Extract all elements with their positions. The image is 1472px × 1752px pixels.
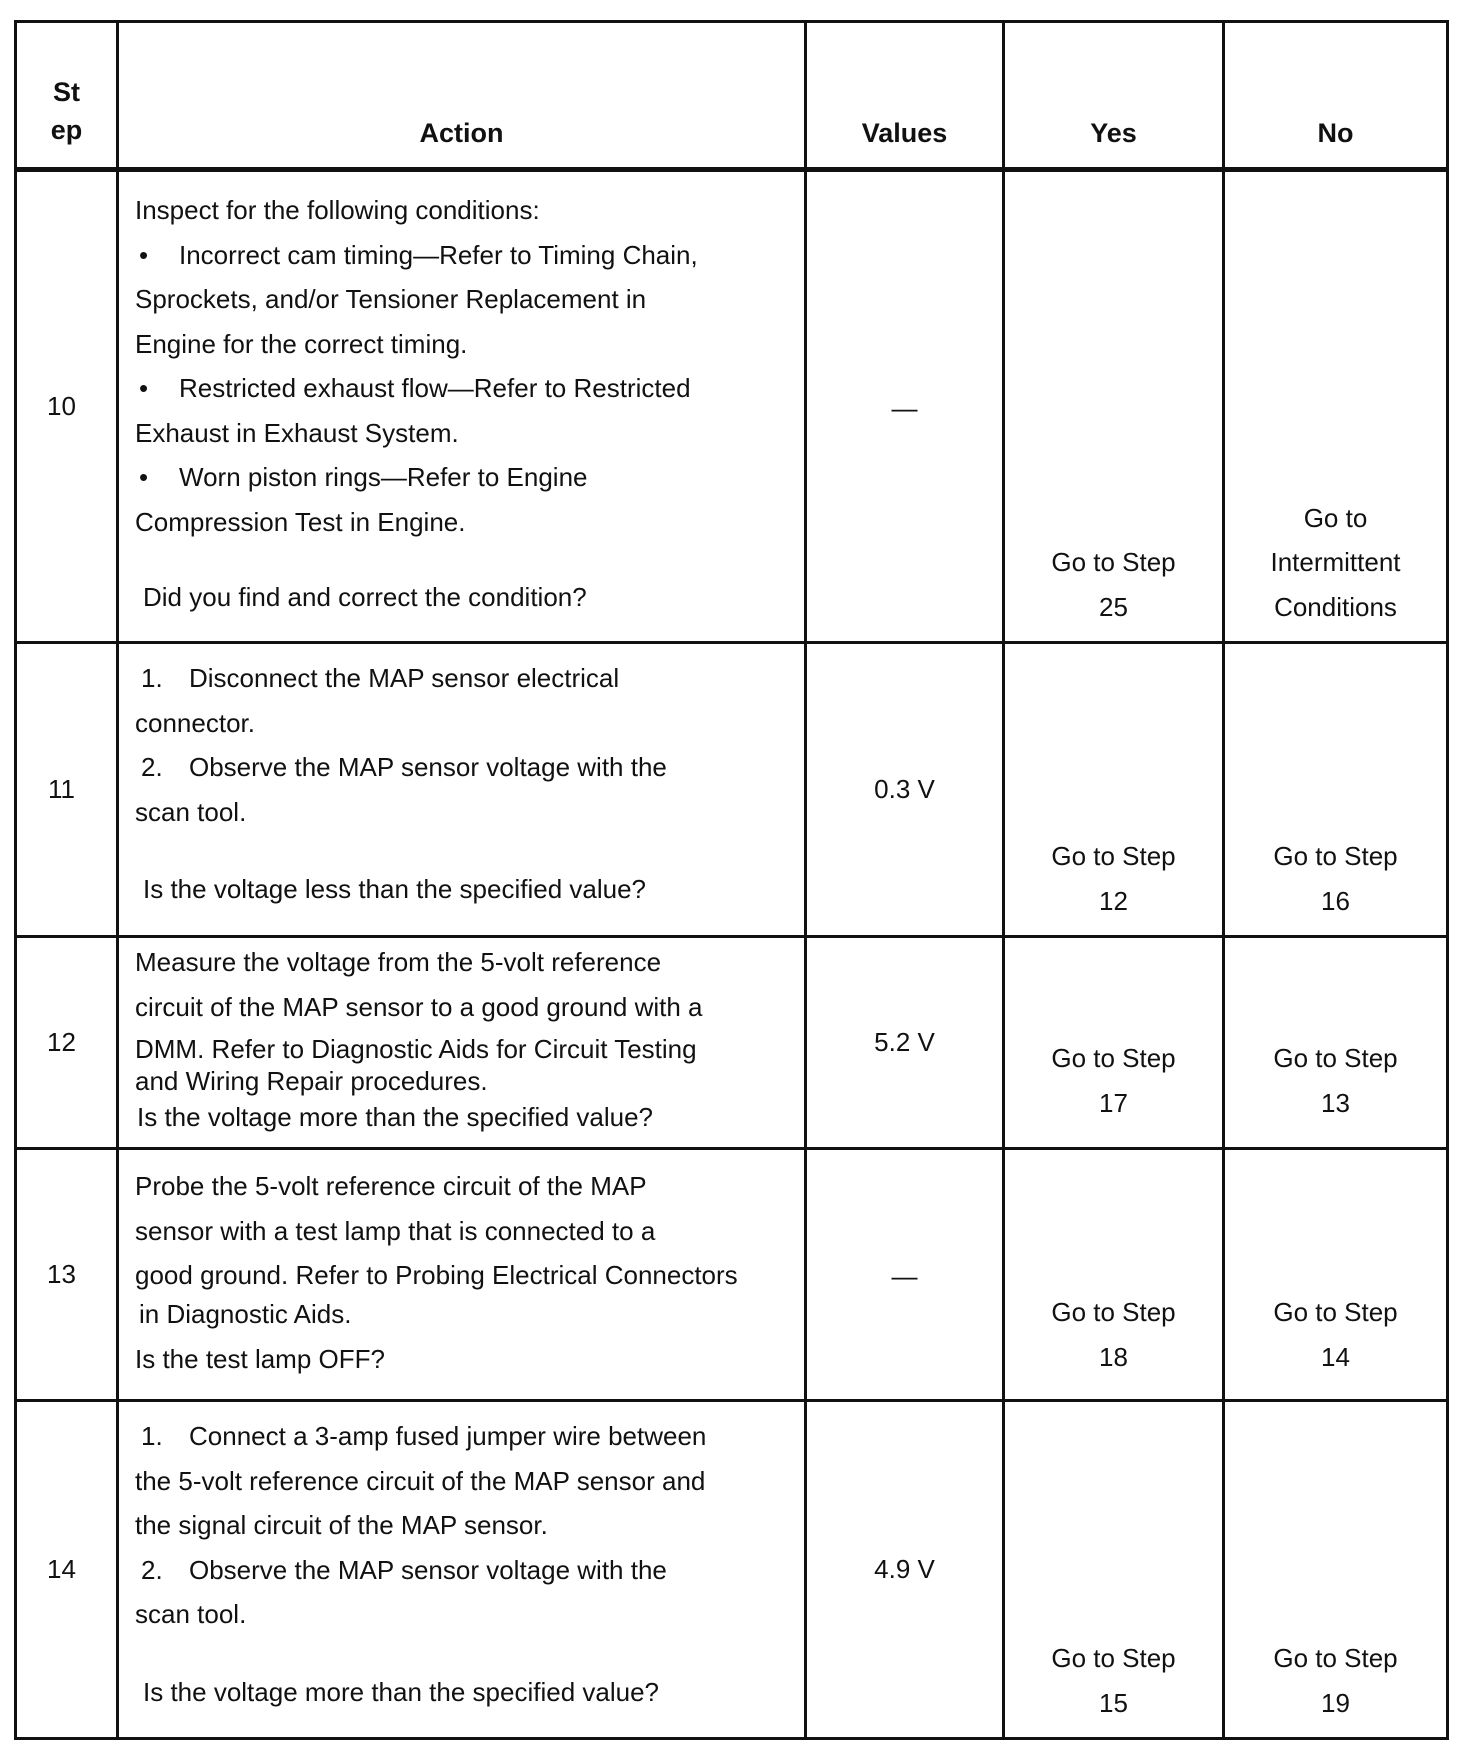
yes-cell: Go to Step 15 <box>1004 1401 1224 1739</box>
action-cell: Inspect for the following conditions: • Incorrect cam timing—Refer to Timing Chain, Sprockets, and/or Tensioner Replacement in Engine for the correct timing. • Restricted exhaust flow—Refer to Restricted Exhaust in Exhaust System. • Worn piston rings—Refer to Engine Compression Test in Engine. Did you find and correct the condition? <box>118 170 806 643</box>
step-number: 14 <box>16 1401 118 1739</box>
no-cell: Go to Step 14 <box>1224 1149 1448 1401</box>
action-question: Is the voltage less than the specified value? <box>143 874 646 904</box>
step-number: 12 <box>16 937 118 1149</box>
table-row <box>16 170 1448 643</box>
value-cell: — <box>806 170 1004 643</box>
table-row <box>16 1401 1448 1739</box>
step-number: 13 <box>16 1149 118 1401</box>
value-cell: — <box>806 1149 1004 1401</box>
bullet-icon: • <box>139 373 149 403</box>
yes-cell: Go to Step 12 <box>1004 643 1224 937</box>
step-column-header <box>16 22 118 170</box>
numbered-step: 2. Observe the MAP sensor voltage with the <box>141 1554 667 1585</box>
action-cell: 1. Connect a 3-amp fused jumper wire between the 5-volt reference circuit of the MAP sensor and the signal circuit of the MAP sensor. 2. Observe the MAP sensor voltage with the scan tool. Is the voltage more than the specified value? <box>118 1401 806 1739</box>
numbered-step: 1. Connect a 3-amp fused jumper wire between <box>141 1421 707 1451</box>
numbered-step: 1. Disconnect the MAP sensor electrical <box>141 663 620 693</box>
no-cell: Go to Intermittent Conditions <box>1224 170 1448 643</box>
action-question: Is the voltage more than the specified value? <box>137 1102 653 1132</box>
step-number: 10 <box>16 170 118 643</box>
yes-cell: Go to Step 17 <box>1004 937 1224 1149</box>
value-cell: 4.9 V <box>806 1401 1004 1739</box>
action-cell: Probe the 5-volt reference circuit of the MAP sensor with a test lamp that is connected to a good ground. Refer to Probing Electrical Connectors in Diagnostic Aids. Is the test lamp OFF? <box>118 1149 806 1401</box>
step-header-line-2: ep <box>50 115 83 145</box>
table-row <box>16 643 1448 937</box>
bullet-item: • Incorrect cam timing—Refer to Timing Chain, <box>135 233 788 278</box>
step-number: 11 <box>16 643 118 937</box>
diagnostic-table <box>14 20 1449 1740</box>
header-row <box>16 22 1448 170</box>
step-header-line-1: St <box>53 77 80 107</box>
action-question: Is the test lamp OFF? <box>135 1343 385 1374</box>
no-cell: Go to Step 16 <box>1224 643 1448 937</box>
yes-column-header: Yes <box>1004 22 1224 170</box>
value-cell: 0.3 V <box>806 643 1004 937</box>
action-intro: Inspect for the following conditions: <box>135 195 540 225</box>
no-cell: Go to Step 13 <box>1224 937 1448 1149</box>
yes-cell: Go to Step 18 <box>1004 1149 1224 1401</box>
bullet-item: • Restricted exhaust flow—Refer to Restricted <box>135 366 788 411</box>
no-cell: Go to Step 19 <box>1224 1401 1448 1739</box>
yes-cell: Go to Step 25 <box>1004 170 1224 643</box>
bullet-icon: • <box>139 462 149 492</box>
action-column-header: Action <box>118 22 806 170</box>
no-column-header: No <box>1224 22 1448 170</box>
action-cell: Measure the voltage from the 5-volt reference circuit of the MAP sensor to a good ground with a DMM. Refer to Diagnostic Aids for Circuit Testing and Wiring Repair procedures. Is the voltage more than the specified value? <box>118 937 806 1149</box>
action-question: Did you find and correct the condition? <box>143 582 587 612</box>
bullet-item: • Worn piston rings—Refer to Engine <box>135 455 788 500</box>
table-row <box>16 937 1448 1149</box>
bullet-icon: • <box>139 239 149 270</box>
values-column-header: Values <box>806 22 1004 170</box>
action-cell: 1. Disconnect the MAP sensor electrical connector. 2. Observe the MAP sensor voltage with the scan tool. Is the voltage less than the specified value? <box>118 643 806 937</box>
value-cell: 5.2 V <box>806 937 1004 1149</box>
action-question: Is the voltage more than the specified value? <box>143 1676 659 1707</box>
numbered-step: 2. Observe the MAP sensor voltage with the <box>141 752 667 782</box>
table-row <box>16 1149 1448 1401</box>
